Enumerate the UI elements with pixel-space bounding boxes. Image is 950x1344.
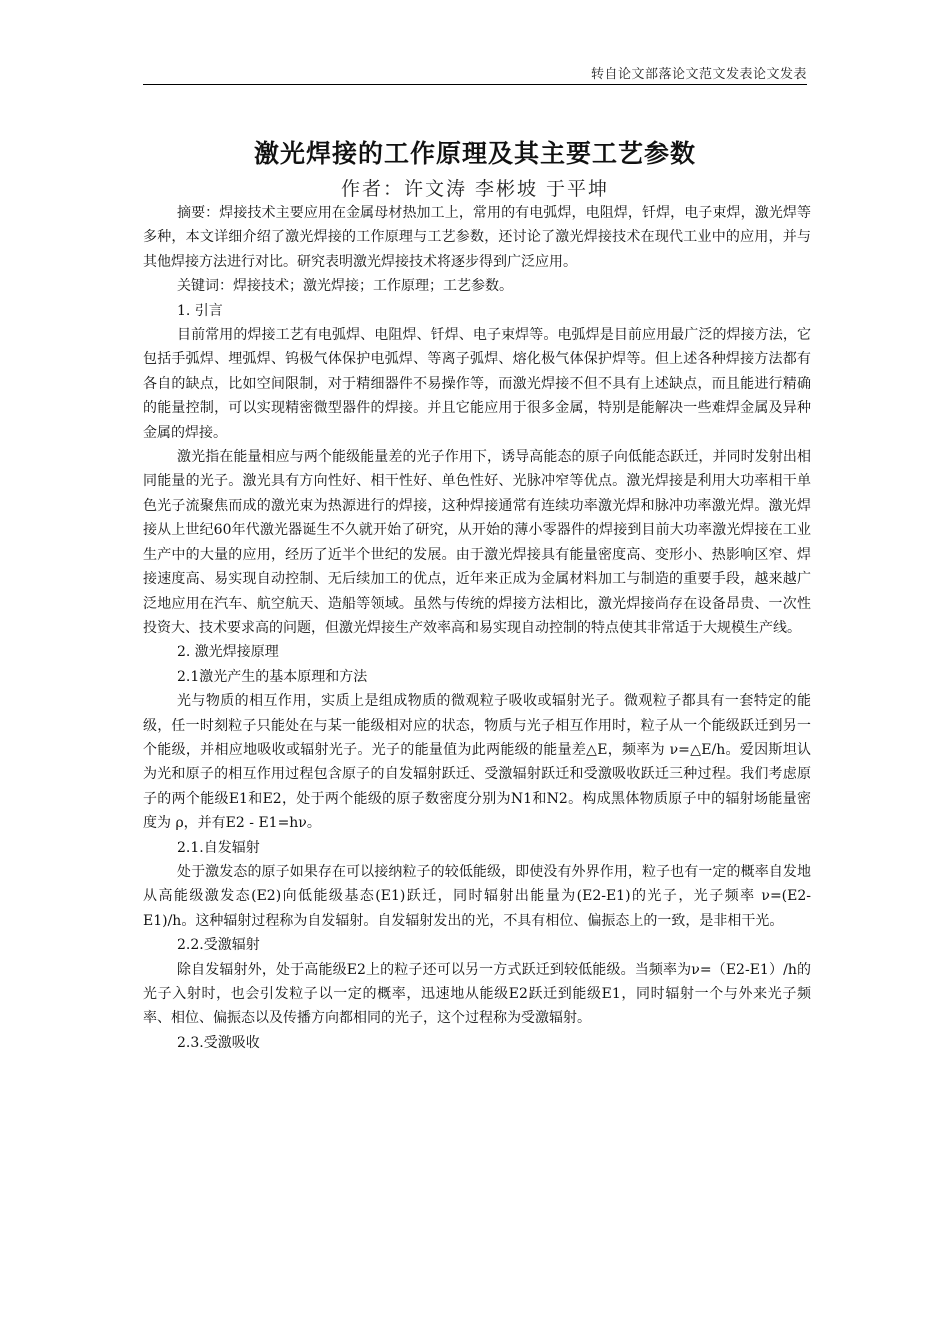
abstract-paragraph: 摘要：焊接技术主要应用在金属母材热加工上，常用的有电弧焊，电阻焊，钎焊，电子束焊，激光焊等多种，本文详细介绍了激光焊接的工作原理与工艺参数，还讨论了激光焊接技术在现代工业中的应用，并与其他焊接方法进行对比。研究表明激光焊接技术将逐步得到广泛应用。 <box>143 205 811 270</box>
section-heading: 2. 激光焊接原理 <box>177 644 279 661</box>
header-divider <box>143 84 807 85</box>
body-paragraph: 光与物质的相互作用，实质上是组成物质的微观粒子吸收或辐射光子。微观粒子都具有一套特定的能级，任一时刻粒子只能处在与某一能级相对应的状态，物质与光子相互作用时，粒子从一个能级跃迁到另一个能级，并相应地吸收或辐射光子。光子的能量值为此两能级的能量差△E，频率为 ν=△E/h。爱因斯坦认为光和原子的相互作用过程包含原子的自发辐射跃迁、受激辐射跃迁和受激吸收跃迁三种过程。我们考虑原子的两个能级E1和E2，处于两个能级的原子数密度分别为N1和N2。构成黑体物质原子中的辐射场能量密度为 ρ，并有E2 - E1=hν。 <box>143 693 811 832</box>
body-paragraph: 处于激发态的原子如果存在可以接纳粒子的较低能级，即使没有外界作用，粒子也有一定的概率自发地从高能级激发态(E2)向低能级基态(E1)跃迁，同时辐射出能量为(E2-E1)的光子，光子频率 ν=(E2-E1)/h。这种辐射过程称为自发辐射。自发辐射发出的光，不具有相位、偏振态上的一致，是非相干光。 <box>143 863 811 929</box>
subsection-heading: 2.1激光产生的基本原理和方法 <box>177 668 368 685</box>
body-paragraph: 目前常用的焊接工艺有电弧焊、电阻焊、钎焊、电子束焊等。电弧焊是目前应用最广泛的焊接方法，它包括手弧焊、埋弧焊、钨极气体保护电弧焊、等离子弧焊、熔化极气体保护焊等。但上述各种焊接方法都有各自的缺点，比如空间限制，对于精细器件不易操作等，而激光焊接不但不具有上述缺点，而且能进行精确的能量控制，可以实现精密微型器件的焊接。并且它能应用于很多金属，特别是能解决一些难焊金属及异种金属的焊接。 <box>143 327 811 441</box>
article-title: 激光焊接的工作原理及其主要工艺参数 <box>253 139 696 168</box>
article-authors: 作者：许文涛 李彬坡 于平坤 <box>340 178 610 200</box>
body-paragraph: 激光指在能量相应与两个能级能量差的光子作用下，诱导高能态的原子向低能态跃迁，并同时发射出相同能量的光子。激光具有方向性好、相干性好、单色性好、光脉冲窄等优点。激光焊接是利用大功率相干单色光子流聚焦而成的激光束为热源进行的焊接，这种焊接通常有连续功率激光焊和脉冲功率激光焊。激光焊接从上世纪60年代激光器诞生不久就开始了研究，从开始的薄小零器件的焊接到目前大功率激光焊接在工业生产中的大量的应用，经历了近半个世纪的发展。由于激光焊接具有能量密度高、变形小、热影响区窄、焊接速度高、易实现自动控制、无后续加工的优点，近年来正成为金属材料加工与制造的重要手段，越来越广泛地应用在汽车、航空航天、造船等领域。虽然与传统的焊接方法相比，激光焊接尚存在设备昂贵、一次性投资大、技术要求高的问题，但激光焊接生产效率高和易实现自动控制的特点使其非常适于大规模生产线。 <box>143 449 811 636</box>
header-source-text: 转自论文部落论文范文发表论文发表 <box>590 67 807 82</box>
keywords-paragraph: 关键词：焊接技术；激光焊接；工作原理；工艺参数。 <box>177 278 513 295</box>
subsection-heading: 2.1.自发辐射 <box>177 839 260 856</box>
section-heading: 1. 引言 <box>177 302 223 319</box>
body-paragraph: 除自发辐射外，处于高能级E2上的粒子还可以另一方式跃迁到较低能级。当频率为ν=（E2-E1）/h的光子入射时，也会引发粒子以一定的概率，迅速地从能级E2跃迁到能级E1，同时辐射一个与外来光子频率、相位、偏振态以及传播方向都相同的光子，这个过程称为受激辐射。 <box>143 961 811 1027</box>
article-body <box>143 201 811 1055</box>
subsection-heading: 2.2.受激辐射 <box>177 937 260 954</box>
subsection-heading: 2.3.受激吸收 <box>177 1034 260 1051</box>
